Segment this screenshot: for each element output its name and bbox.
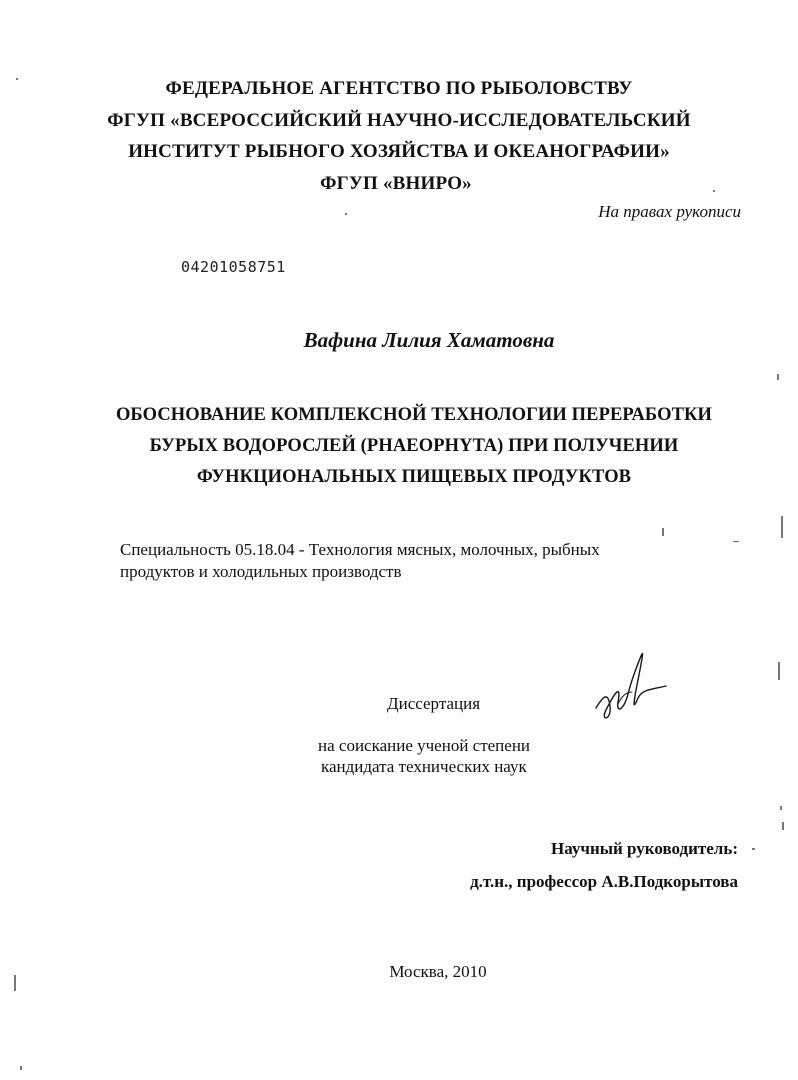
work-type: Диссертация bbox=[387, 694, 481, 713]
org-line-3: ИНСТИТУТ РЫБНОГО ХОЗЯЙСТВА И ОКЕАНОГРАФИИ» bbox=[128, 141, 670, 162]
scan-speck bbox=[20, 1066, 22, 1070]
place-year: Москва, 2010 bbox=[389, 962, 487, 981]
scan-speck bbox=[752, 848, 755, 850]
org-line-2: ФГУП «ВСЕРОССИЙСКИЙ НАУЧНО-ИССЛЕДОВАТЕЛЬСКИЙ bbox=[107, 110, 691, 131]
signature bbox=[588, 650, 668, 730]
title-line-1: ОБОСНОВАНИЕ КОМПЛЕКСНОЙ ТЕХНОЛОГИИ ПЕРЕРАБОТКИ bbox=[115, 405, 713, 425]
specialty-line-2: продуктов и холодильных производств bbox=[120, 562, 402, 581]
scan-speck bbox=[662, 528, 664, 536]
title-line-2: БУРЫХ ВОДОРОСЛЕЙ (PHAEOPHYTA) ПРИ ПОЛУЧЕНИИ bbox=[149, 436, 679, 456]
supervisor-name: д.т.н., профессор А.В.Подкорытова bbox=[470, 872, 738, 891]
degree-line-2: кандидата технических наук bbox=[321, 757, 527, 776]
degree-line-1: на соискание ученой степени bbox=[318, 736, 531, 755]
org-line-4: ФГУП «ВНИРО» bbox=[320, 173, 472, 194]
scan-speck bbox=[780, 806, 782, 810]
scan-speck bbox=[733, 541, 739, 542]
scan-speck bbox=[345, 213, 347, 215]
supervisor-label: Научный руководитель: bbox=[551, 839, 738, 858]
catalog-number: 04201058751 bbox=[181, 258, 286, 276]
scan-speck bbox=[16, 78, 18, 80]
scan-speck bbox=[781, 516, 783, 538]
manuscript-note: На правах рукописи bbox=[598, 202, 741, 221]
title-line-3: ФУНКЦИОНАЛЬНЫХ ПИЩЕВЫХ ПРОДУКТОВ bbox=[196, 467, 632, 487]
scan-speck bbox=[782, 822, 784, 830]
scan-speck bbox=[778, 662, 780, 680]
scan-speck bbox=[777, 374, 779, 380]
author-name: Вафина Лилия Хаматовна bbox=[303, 328, 555, 352]
specialty-line-1: Специальность 05.18.04 - Технология мясных, молочных, рыбных bbox=[120, 540, 600, 559]
scan-speck bbox=[14, 975, 16, 991]
scan-speck bbox=[713, 190, 715, 192]
org-line-1: ФЕДЕРАЛЬНОЕ АГЕНТСТВО ПО РЫБОЛОВСТВУ bbox=[165, 78, 633, 99]
